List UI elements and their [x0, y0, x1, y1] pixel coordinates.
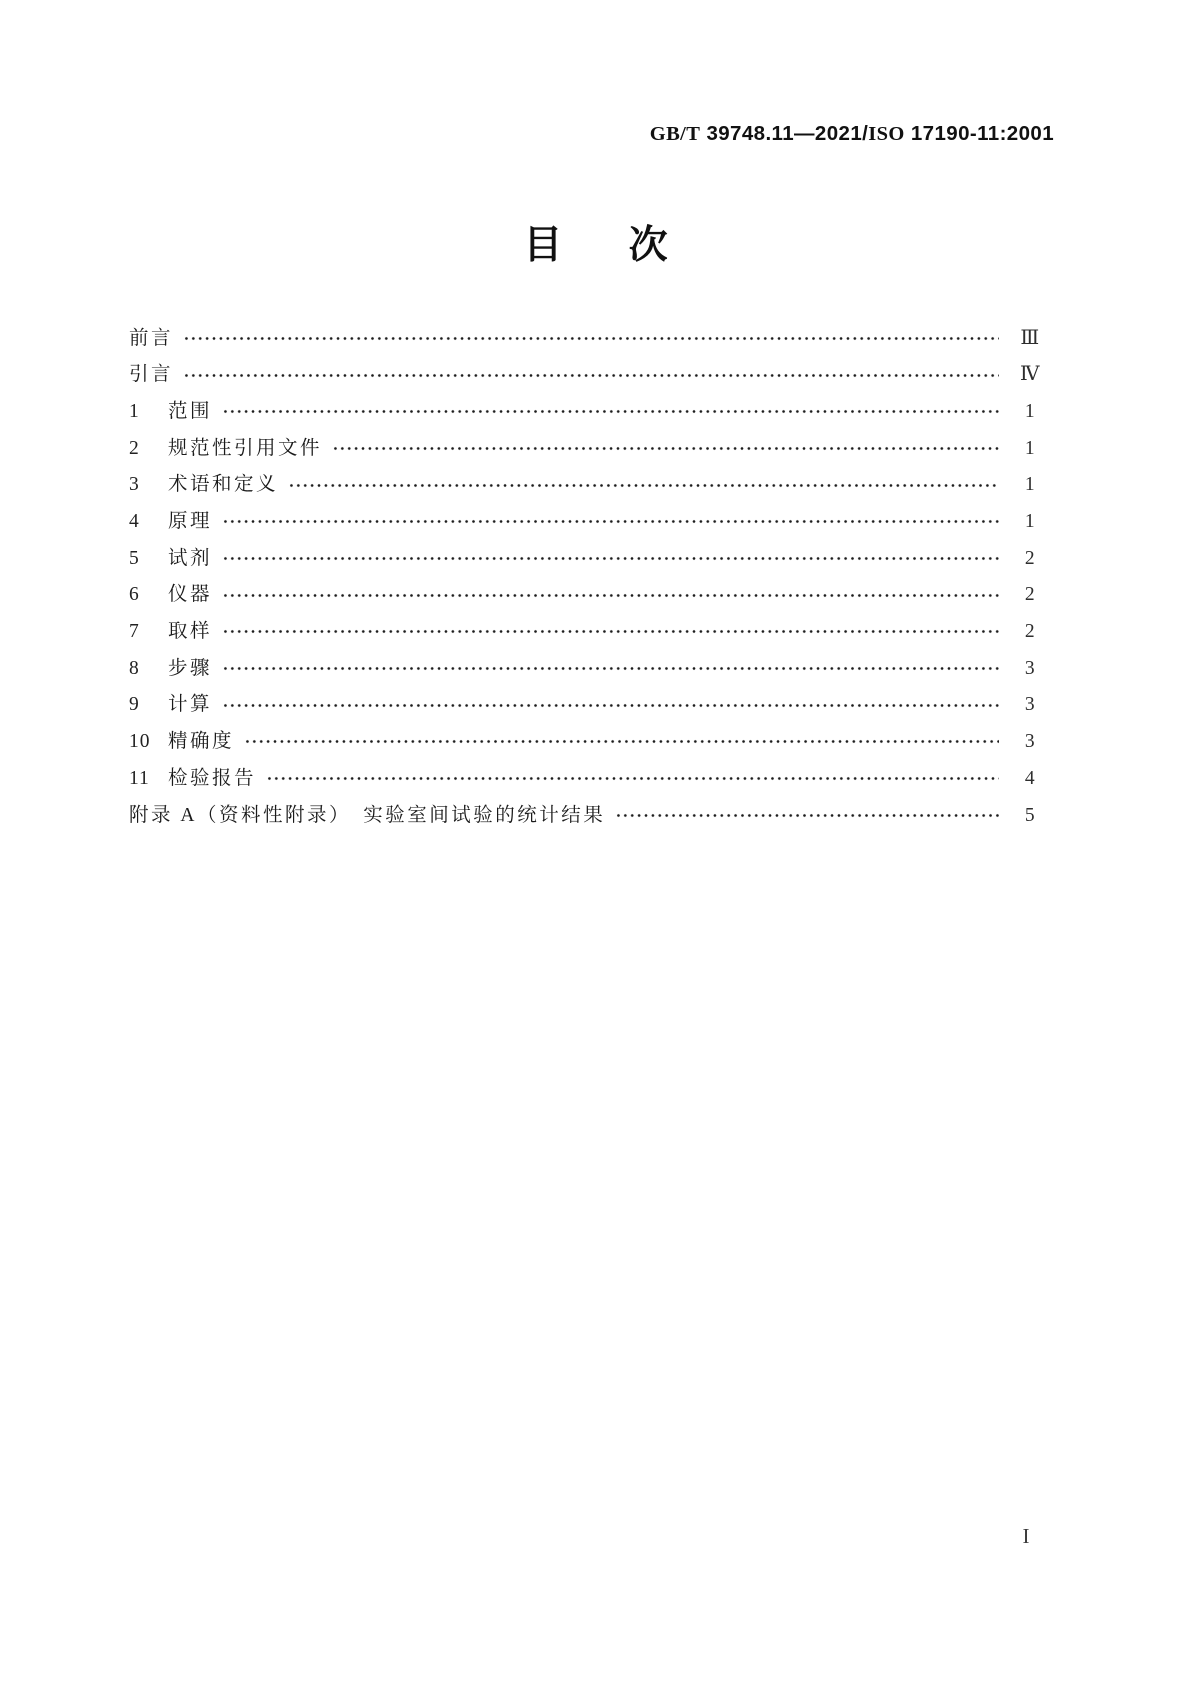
toc-entry-page-number: 1: [1024, 437, 1036, 459]
toc-entry-page-number: 1: [1024, 400, 1036, 422]
toc-entry-number: 11: [129, 767, 150, 789]
dotted-leader: [222, 687, 999, 724]
toc-entry-label: 取样: [168, 621, 213, 643]
toc-entry-page-number: Ⅳ: [1020, 364, 1040, 386]
toc-entry: [129, 650, 1053, 687]
toc-entry-label: 原理: [168, 511, 213, 533]
toc-entry: [129, 430, 1053, 467]
toc-entry-page-number: 4: [1024, 767, 1036, 789]
toc-entry-label: 范围: [168, 400, 213, 422]
toc-entry-page-number: 1: [1024, 474, 1036, 496]
toc-entry-page-number: 2: [1024, 584, 1036, 606]
toc-entry-label: 术语和定义: [168, 474, 279, 496]
dotted-leader: [222, 540, 999, 577]
dotted-leader: [222, 650, 999, 687]
toc-entry-label: 精确度: [168, 731, 235, 753]
toc-entry-page-number: 3: [1024, 731, 1036, 753]
toc-list: [129, 320, 1053, 834]
dotted-leader: [222, 577, 999, 614]
toc-entry: [129, 724, 1053, 761]
dotted-leader: [266, 760, 999, 797]
toc-entry-label: 引言: [129, 364, 174, 386]
page-title: 目 次: [523, 224, 682, 267]
toc-entry-page-number: 1: [1024, 511, 1036, 533]
toc-entry-label: 仪器: [168, 584, 213, 606]
standard-number-header: [650, 122, 1054, 146]
toc-entry-page-number: Ⅲ: [1020, 327, 1040, 349]
toc-entry-page-number: 2: [1024, 621, 1036, 643]
toc-entry-page-number: 2: [1024, 547, 1036, 569]
dotted-leader: [183, 320, 999, 357]
dotted-leader: [332, 430, 999, 467]
toc-entry-label: 前言: [129, 327, 174, 349]
folio-page-number: I: [1022, 1524, 1030, 1548]
standard-prefix: GB/T: [649, 123, 701, 145]
toc-entry-label: 计算: [168, 694, 213, 716]
dotted-leader: [244, 724, 999, 761]
toc-entry: [129, 467, 1053, 504]
toc-entry-number: 7: [129, 621, 140, 643]
toc-entry-label: 规范性引用文件: [168, 437, 323, 459]
toc-entry-page-number: 3: [1024, 657, 1036, 679]
toc-entry: [129, 614, 1053, 651]
toc-entry: [129, 393, 1053, 430]
toc-entry-number: 1: [129, 400, 140, 422]
toc-entry-label: 附录 A（资料性附录） 实验室间试验的统计结果: [129, 804, 606, 826]
toc-entry-number: 10: [129, 731, 151, 753]
toc-entry-number: 4: [129, 511, 140, 533]
toc-entry: [129, 540, 1053, 577]
toc-entry: [129, 797, 1053, 834]
toc-entry-label: 检验报告: [168, 767, 257, 789]
toc-entry: [129, 687, 1053, 724]
toc-entry-number: 2: [129, 437, 140, 459]
toc-entry: [129, 760, 1053, 797]
toc-entry-label: 步骤: [168, 657, 213, 679]
toc-entry: [129, 503, 1053, 540]
standard-iso-number: 17190-11:2001: [904, 122, 1054, 145]
toc-entry: [129, 357, 1053, 394]
toc-entry-number: 5: [129, 547, 140, 569]
toc-entry-number: 3: [129, 474, 140, 496]
toc-entry-label: 试剂: [168, 547, 213, 569]
toc-entry-number: 6: [129, 584, 140, 606]
toc-entry: [129, 320, 1053, 357]
dotted-leader: [222, 503, 999, 540]
dotted-leader: [222, 614, 999, 651]
toc-entry-number: 8: [129, 657, 140, 679]
toc-entry: [129, 577, 1053, 614]
dotted-leader: [288, 467, 999, 504]
dotted-leader: [183, 357, 999, 394]
toc-entry-page-number: 3: [1024, 694, 1036, 716]
standard-iso-prefix: ISO: [868, 123, 905, 145]
dotted-leader: [222, 393, 999, 430]
toc-entry-number: 9: [129, 694, 140, 716]
toc-entry-page-number: 5: [1024, 804, 1036, 826]
standard-gb-number: 39748.11—2021/: [700, 122, 869, 145]
dotted-leader: [615, 797, 999, 834]
